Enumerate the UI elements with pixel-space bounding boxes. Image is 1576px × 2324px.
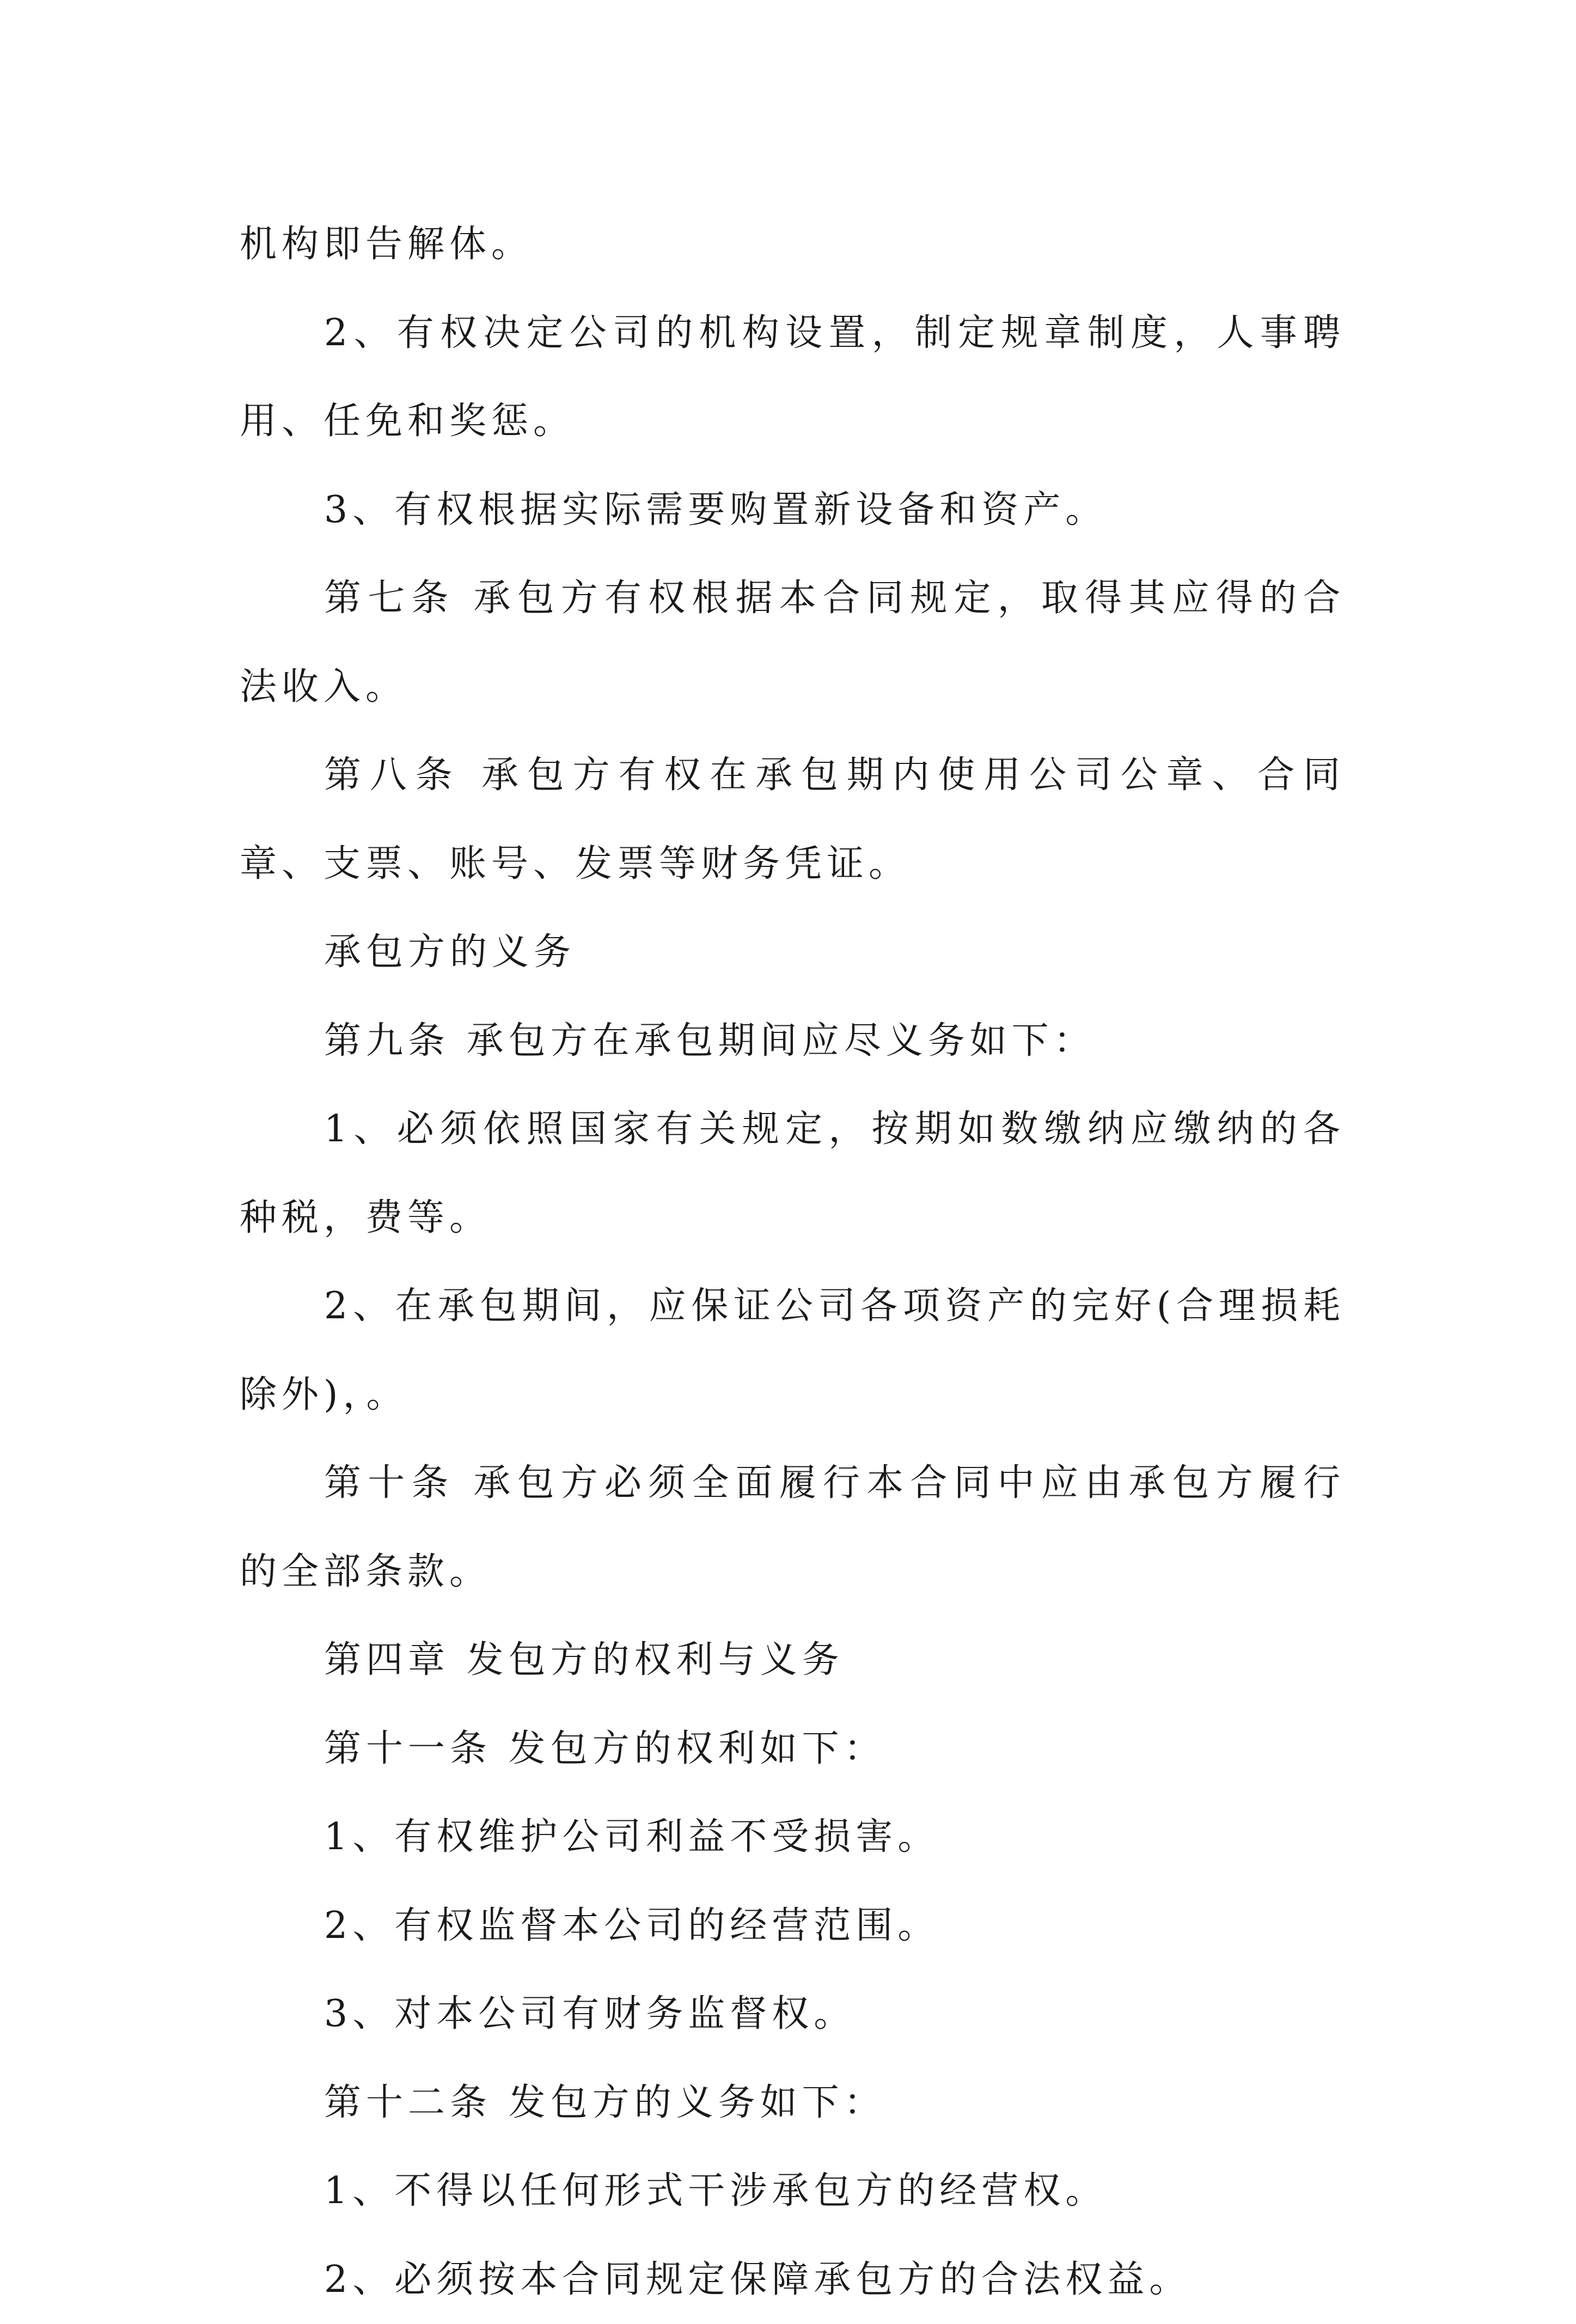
article-12-item-2: 2、必须按本合同规定保障承包方的合法权益。 bbox=[240, 2236, 1345, 2324]
section-heading-contractor-obligations: 承包方的义务 bbox=[240, 908, 1345, 997]
paragraph-1: 机构即告解体。 bbox=[240, 200, 1345, 289]
document-body bbox=[240, 200, 1345, 2324]
article-11-item-3: 3、对本公司有财务监督权。 bbox=[240, 1970, 1345, 2059]
article-12-item-1: 1、不得以任何形式干涉承包方的经营权。 bbox=[240, 2147, 1345, 2236]
paragraph-3: 3、有权根据实际需要购置新设备和资产。 bbox=[240, 466, 1345, 555]
article-9-item-1: 1、必须依照国家有关规定，按期如数缴纳应缴纳的各种税，费等。 bbox=[240, 1085, 1345, 1262]
article-11: 第十一条 发包方的权利如下： bbox=[240, 1705, 1345, 1794]
article-9: 第九条 承包方在承包期间应尽义务如下： bbox=[240, 997, 1345, 1086]
paragraph-2: 2、有权决定公司的机构设置，制定规章制度，人事聘用、任免和奖惩。 bbox=[240, 289, 1345, 466]
article-11-item-1: 1、有权维护公司利益不受损害。 bbox=[240, 1793, 1345, 1882]
article-10: 第十条 承包方必须全面履行本合同中应由承包方履行的全部条款。 bbox=[240, 1439, 1345, 1616]
article-7: 第七条 承包方有权根据本合同规定，取得其应得的合法收入。 bbox=[240, 554, 1345, 731]
article-12: 第十二条 发包方的义务如下： bbox=[240, 2059, 1345, 2148]
article-8: 第八条 承包方有权在承包期内使用公司公章、合同章、支票、账号、发票等财务凭证。 bbox=[240, 731, 1345, 908]
chapter-4-heading: 第四章 发包方的权利与义务 bbox=[240, 1616, 1345, 1705]
article-9-item-2: 2、在承包期间，应保证公司各项资产的完好(合理损耗除外)，。 bbox=[240, 1262, 1345, 1439]
article-11-item-2: 2、有权监督本公司的经营范围。 bbox=[240, 1882, 1345, 1971]
